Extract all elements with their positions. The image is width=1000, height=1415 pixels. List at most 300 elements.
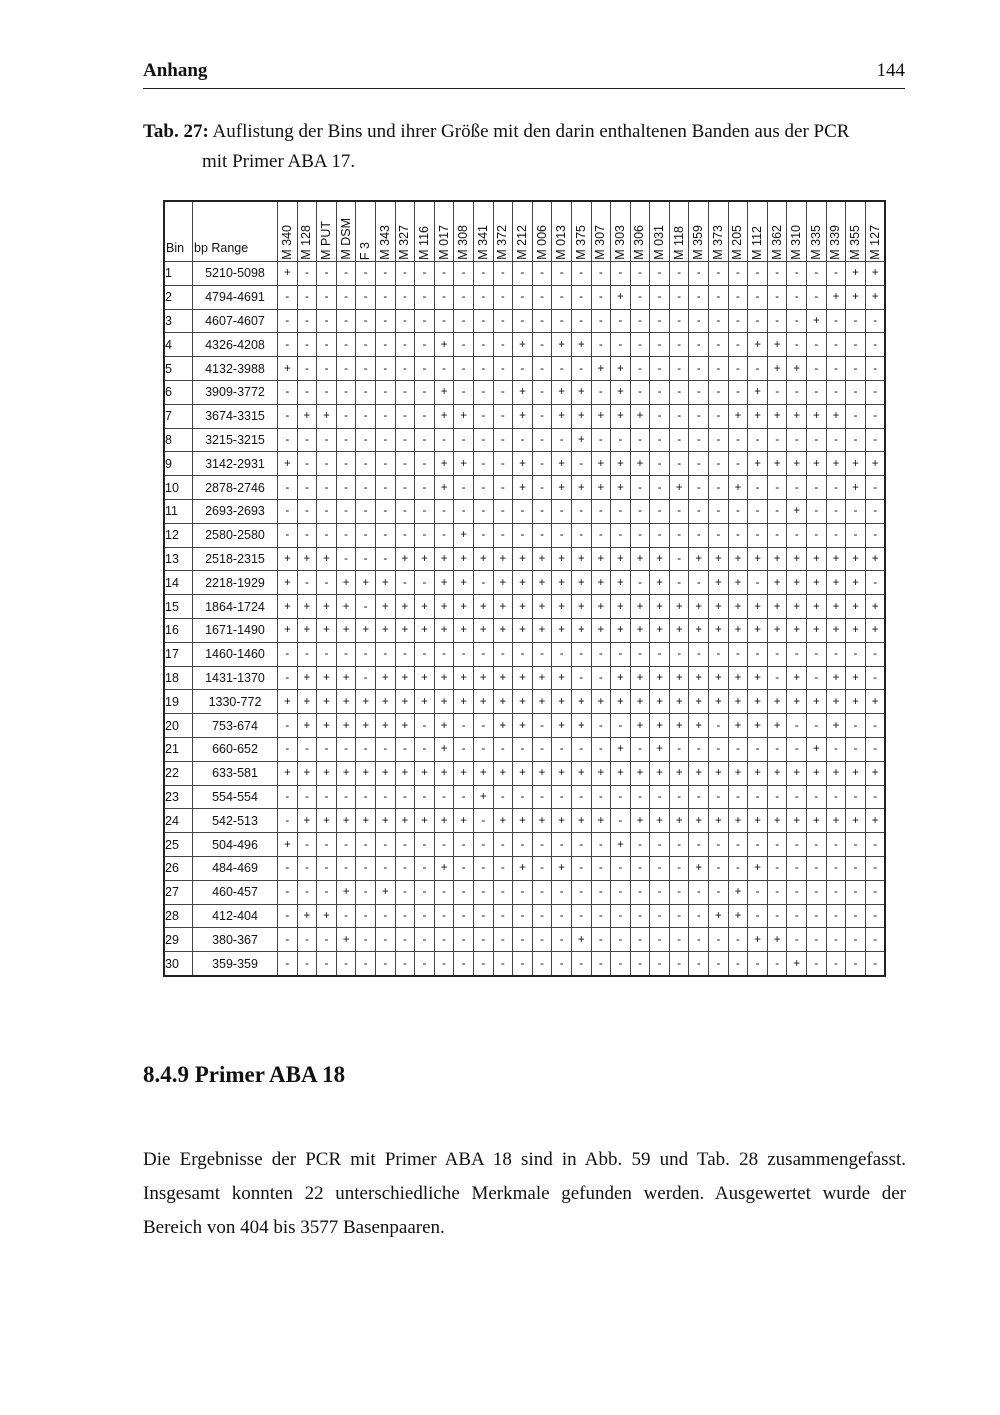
band-cell: - bbox=[493, 904, 513, 928]
bin-number: 14 bbox=[164, 571, 193, 595]
band-cell: - bbox=[473, 952, 493, 976]
band-cell: - bbox=[356, 380, 376, 404]
band-cell: - bbox=[473, 571, 493, 595]
band-cell: + bbox=[611, 761, 631, 785]
band-cell: + bbox=[552, 690, 572, 714]
band-cell: + bbox=[415, 547, 435, 571]
band-cell: - bbox=[709, 309, 729, 333]
table-row bbox=[164, 476, 885, 500]
band-cell: + bbox=[336, 880, 356, 904]
sample-label: M 355 bbox=[848, 225, 863, 260]
band-cell: - bbox=[532, 904, 552, 928]
band-cell: - bbox=[375, 523, 395, 547]
band-cell: - bbox=[493, 333, 513, 357]
band-cell: - bbox=[807, 262, 827, 286]
band-cell: - bbox=[748, 357, 768, 381]
band-cell: - bbox=[591, 904, 611, 928]
band-cell: + bbox=[473, 618, 493, 642]
band-cell: - bbox=[826, 380, 846, 404]
band-cell: - bbox=[395, 499, 415, 523]
band-cell: + bbox=[807, 618, 827, 642]
band-cell: + bbox=[826, 714, 846, 738]
band-cell: - bbox=[336, 523, 356, 547]
band-cell: - bbox=[415, 357, 435, 381]
table-row bbox=[164, 666, 885, 690]
band-cell: + bbox=[395, 761, 415, 785]
band-cell: + bbox=[454, 547, 474, 571]
band-cell: - bbox=[317, 285, 337, 309]
band-cell: - bbox=[395, 880, 415, 904]
band-cell: + bbox=[689, 618, 709, 642]
band-cell: - bbox=[297, 523, 317, 547]
band-cell: - bbox=[454, 737, 474, 761]
band-cell: - bbox=[297, 880, 317, 904]
band-cell: - bbox=[807, 904, 827, 928]
band-cell: - bbox=[709, 285, 729, 309]
band-cell: - bbox=[317, 928, 337, 952]
band-cell: - bbox=[826, 642, 846, 666]
band-cell: - bbox=[336, 952, 356, 976]
band-cell: + bbox=[552, 714, 572, 738]
sample-label: M 343 bbox=[377, 225, 392, 260]
band-cell: + bbox=[669, 690, 689, 714]
band-cell: - bbox=[767, 833, 787, 857]
bin-number: 3 bbox=[164, 309, 193, 333]
band-cell: - bbox=[395, 380, 415, 404]
band-cell: + bbox=[552, 380, 572, 404]
band-cell: + bbox=[591, 595, 611, 619]
band-cell: - bbox=[669, 262, 689, 286]
band-cell: + bbox=[728, 690, 748, 714]
bp-range: 660-652 bbox=[193, 737, 278, 761]
band-cell: - bbox=[356, 262, 376, 286]
sample-label: M 006 bbox=[534, 225, 549, 260]
band-cell: + bbox=[865, 690, 885, 714]
band-cell: + bbox=[454, 690, 474, 714]
band-cell: - bbox=[767, 309, 787, 333]
band-cell: - bbox=[826, 357, 846, 381]
band-cell: + bbox=[513, 809, 533, 833]
bin-number: 27 bbox=[164, 880, 193, 904]
band-cell: - bbox=[611, 333, 631, 357]
band-cell: + bbox=[767, 571, 787, 595]
band-cell: - bbox=[434, 785, 454, 809]
bin-number: 29 bbox=[164, 928, 193, 952]
bp-range: 1431-1370 bbox=[193, 666, 278, 690]
band-cell: + bbox=[513, 333, 533, 357]
band-cell: - bbox=[415, 714, 435, 738]
bp-range: 753-674 bbox=[193, 714, 278, 738]
band-cell: - bbox=[689, 333, 709, 357]
band-cell: - bbox=[787, 380, 807, 404]
band-cell: - bbox=[552, 309, 572, 333]
band-cell: + bbox=[611, 737, 631, 761]
band-cell: - bbox=[415, 428, 435, 452]
table-row bbox=[164, 428, 885, 452]
band-cell: + bbox=[591, 452, 611, 476]
band-cell: + bbox=[317, 618, 337, 642]
bin-number: 25 bbox=[164, 833, 193, 857]
band-cell: - bbox=[689, 880, 709, 904]
band-cell: - bbox=[434, 499, 454, 523]
band-cell: - bbox=[689, 523, 709, 547]
band-cell: + bbox=[846, 547, 866, 571]
band-cell: - bbox=[807, 856, 827, 880]
band-cell: - bbox=[650, 642, 670, 666]
band-cell: + bbox=[787, 595, 807, 619]
band-cell: - bbox=[650, 523, 670, 547]
band-cell: - bbox=[434, 880, 454, 904]
band-cell: - bbox=[846, 499, 866, 523]
band-cell: + bbox=[278, 452, 298, 476]
table-row bbox=[164, 309, 885, 333]
band-cell: + bbox=[611, 690, 631, 714]
band-cell: - bbox=[669, 428, 689, 452]
caption-text-line1: Auflistung der Bins und ihrer Größe mit den darin enthaltenen Banden aus der PCR bbox=[212, 121, 850, 142]
band-cell: - bbox=[767, 285, 787, 309]
band-cell: - bbox=[865, 309, 885, 333]
band-cell: + bbox=[317, 666, 337, 690]
band-cell: + bbox=[748, 809, 768, 833]
band-cell: - bbox=[591, 333, 611, 357]
band-cell: + bbox=[748, 380, 768, 404]
band-cell: + bbox=[709, 571, 729, 595]
band-cell: + bbox=[650, 547, 670, 571]
band-cell: - bbox=[709, 452, 729, 476]
band-cell: - bbox=[297, 499, 317, 523]
table-row bbox=[164, 833, 885, 857]
band-cell: - bbox=[807, 428, 827, 452]
band-cell: - bbox=[297, 737, 317, 761]
table-row bbox=[164, 333, 885, 357]
band-cell: - bbox=[415, 380, 435, 404]
band-cell: - bbox=[336, 904, 356, 928]
band-cell: + bbox=[611, 357, 631, 381]
band-cell: + bbox=[591, 690, 611, 714]
table-row bbox=[164, 380, 885, 404]
band-cell: - bbox=[297, 428, 317, 452]
band-cell: - bbox=[395, 428, 415, 452]
band-cell: - bbox=[591, 856, 611, 880]
band-cell: - bbox=[728, 380, 748, 404]
band-cell: - bbox=[630, 262, 650, 286]
band-cell: - bbox=[611, 928, 631, 952]
band-cell: - bbox=[709, 642, 729, 666]
band-cell: + bbox=[434, 404, 454, 428]
band-cell: + bbox=[767, 928, 787, 952]
band-cell: - bbox=[630, 880, 650, 904]
band-cell: - bbox=[611, 309, 631, 333]
band-cell: + bbox=[356, 714, 376, 738]
band-cell: - bbox=[317, 476, 337, 500]
band-cell: + bbox=[728, 404, 748, 428]
band-cell: - bbox=[356, 357, 376, 381]
band-cell: - bbox=[415, 642, 435, 666]
band-cell: + bbox=[336, 809, 356, 833]
table-row bbox=[164, 785, 885, 809]
bp-range: 3909-3772 bbox=[193, 380, 278, 404]
band-cell: - bbox=[415, 737, 435, 761]
band-cell: - bbox=[434, 523, 454, 547]
band-cell: - bbox=[513, 785, 533, 809]
band-cell: - bbox=[611, 952, 631, 976]
band-cell: - bbox=[513, 928, 533, 952]
band-cell: - bbox=[709, 833, 729, 857]
band-cell: + bbox=[865, 618, 885, 642]
band-cell: + bbox=[395, 666, 415, 690]
band-cell: + bbox=[748, 928, 768, 952]
band-cell: - bbox=[415, 285, 435, 309]
band-cell: - bbox=[297, 785, 317, 809]
bp-range: 380-367 bbox=[193, 928, 278, 952]
band-cell: + bbox=[709, 666, 729, 690]
band-cell: - bbox=[395, 785, 415, 809]
bin-number: 19 bbox=[164, 690, 193, 714]
band-cell: - bbox=[356, 666, 376, 690]
band-cell: - bbox=[473, 380, 493, 404]
band-cell: + bbox=[807, 547, 827, 571]
band-cell: - bbox=[748, 262, 768, 286]
band-cell: + bbox=[375, 618, 395, 642]
band-cell: - bbox=[650, 952, 670, 976]
band-cell: - bbox=[669, 499, 689, 523]
band-cell: + bbox=[317, 714, 337, 738]
band-cell: - bbox=[846, 309, 866, 333]
band-cell: + bbox=[552, 452, 572, 476]
band-cell: - bbox=[278, 714, 298, 738]
band-cell: + bbox=[434, 690, 454, 714]
band-cell: - bbox=[865, 642, 885, 666]
band-cell: - bbox=[807, 357, 827, 381]
band-cell: - bbox=[611, 714, 631, 738]
sample-column-header bbox=[513, 201, 533, 262]
band-cell: - bbox=[669, 880, 689, 904]
band-cell: - bbox=[630, 571, 650, 595]
band-cell: - bbox=[571, 904, 591, 928]
bp-range: 2518-2315 bbox=[193, 547, 278, 571]
band-cell: - bbox=[375, 452, 395, 476]
band-cell: - bbox=[532, 262, 552, 286]
band-cell: + bbox=[748, 333, 768, 357]
band-cell: + bbox=[336, 666, 356, 690]
table-row bbox=[164, 809, 885, 833]
sample-label: M 327 bbox=[397, 225, 412, 260]
band-cell: - bbox=[767, 856, 787, 880]
band-cell: + bbox=[454, 595, 474, 619]
band-cell: + bbox=[375, 690, 395, 714]
sample-column-header bbox=[415, 201, 435, 262]
band-cell: + bbox=[767, 333, 787, 357]
band-cell: - bbox=[415, 928, 435, 952]
band-cell: + bbox=[278, 571, 298, 595]
band-cell: - bbox=[473, 285, 493, 309]
band-cell: - bbox=[415, 404, 435, 428]
band-cell: - bbox=[278, 666, 298, 690]
band-cell: + bbox=[709, 547, 729, 571]
band-cell: - bbox=[787, 285, 807, 309]
band-cell: - bbox=[611, 856, 631, 880]
sample-label: M 013 bbox=[554, 225, 569, 260]
band-cell: + bbox=[571, 404, 591, 428]
band-cell: + bbox=[767, 357, 787, 381]
sample-column-header bbox=[689, 201, 709, 262]
bin-number: 18 bbox=[164, 666, 193, 690]
band-cell: - bbox=[454, 499, 474, 523]
band-cell: + bbox=[552, 666, 572, 690]
band-cell: - bbox=[748, 571, 768, 595]
band-cell: + bbox=[297, 595, 317, 619]
bp-range: 3215-3215 bbox=[193, 428, 278, 452]
band-cell: - bbox=[395, 404, 415, 428]
band-cell: - bbox=[454, 904, 474, 928]
band-cell: - bbox=[669, 380, 689, 404]
band-cell: + bbox=[728, 476, 748, 500]
band-cell: + bbox=[787, 452, 807, 476]
band-cell: - bbox=[375, 904, 395, 928]
band-cell: + bbox=[748, 761, 768, 785]
band-cell: + bbox=[375, 571, 395, 595]
band-cell: + bbox=[767, 452, 787, 476]
band-cell: - bbox=[787, 262, 807, 286]
band-cell: - bbox=[728, 333, 748, 357]
band-cell: - bbox=[787, 785, 807, 809]
band-cell: + bbox=[532, 666, 552, 690]
band-cell: - bbox=[493, 309, 513, 333]
band-cell: - bbox=[375, 952, 395, 976]
band-cell: - bbox=[787, 833, 807, 857]
band-cell: + bbox=[826, 404, 846, 428]
band-cell: + bbox=[493, 618, 513, 642]
band-cell: + bbox=[709, 904, 729, 928]
table-row bbox=[164, 595, 885, 619]
band-cell: - bbox=[375, 285, 395, 309]
band-cell: - bbox=[336, 833, 356, 857]
band-cell: - bbox=[807, 333, 827, 357]
band-cell: - bbox=[532, 952, 552, 976]
band-cell: - bbox=[846, 904, 866, 928]
band-cell: + bbox=[846, 285, 866, 309]
band-cell: - bbox=[571, 880, 591, 904]
band-cell: + bbox=[356, 690, 376, 714]
body-paragraph: Die Ergebnisse der PCR mit Primer ABA 18 sind in Abb. 59 und Tab. 28 zusammengefasst. Insgesamt konnten 22 unterschiedliche Merkmale gefunden werden. Ausgewertet wurde der Bereich von 404 bis 3577 Basenpaaren. bbox=[143, 1149, 906, 1238]
band-cell: - bbox=[375, 262, 395, 286]
band-cell: + bbox=[415, 595, 435, 619]
band-cell: + bbox=[434, 380, 454, 404]
band-cell: - bbox=[454, 785, 474, 809]
band-cell: + bbox=[650, 761, 670, 785]
band-cell: - bbox=[473, 880, 493, 904]
band-cell: - bbox=[650, 499, 670, 523]
band-cell: - bbox=[356, 642, 376, 666]
band-cell: - bbox=[846, 404, 866, 428]
band-cell: - bbox=[709, 523, 729, 547]
band-cell: - bbox=[689, 476, 709, 500]
table-header-row bbox=[164, 201, 885, 262]
band-cell: + bbox=[571, 333, 591, 357]
page-header bbox=[143, 58, 905, 89]
band-cell: - bbox=[571, 262, 591, 286]
band-cell: - bbox=[787, 309, 807, 333]
band-cell: + bbox=[611, 476, 631, 500]
band-cell: - bbox=[571, 285, 591, 309]
band-cell: + bbox=[689, 547, 709, 571]
band-cell: - bbox=[807, 666, 827, 690]
sample-label: M 373 bbox=[710, 225, 725, 260]
band-cell: - bbox=[415, 833, 435, 857]
band-cell: - bbox=[807, 928, 827, 952]
band-cell: - bbox=[865, 737, 885, 761]
band-cell: + bbox=[552, 618, 572, 642]
band-cell: - bbox=[415, 309, 435, 333]
band-cell: - bbox=[571, 309, 591, 333]
band-cell: - bbox=[630, 856, 650, 880]
band-cell: + bbox=[356, 809, 376, 833]
bp-range: 2580-2580 bbox=[193, 523, 278, 547]
band-cell: + bbox=[415, 690, 435, 714]
band-cell: + bbox=[787, 690, 807, 714]
band-cell: + bbox=[846, 618, 866, 642]
table-row bbox=[164, 690, 885, 714]
band-cell: + bbox=[591, 761, 611, 785]
band-cell: - bbox=[611, 262, 631, 286]
band-cell: - bbox=[571, 523, 591, 547]
band-cell: - bbox=[356, 452, 376, 476]
band-cell: - bbox=[552, 428, 572, 452]
band-cell: - bbox=[415, 856, 435, 880]
band-cell: - bbox=[728, 642, 748, 666]
band-cell: + bbox=[846, 476, 866, 500]
band-cell: - bbox=[571, 856, 591, 880]
band-cell: + bbox=[787, 618, 807, 642]
band-cell: + bbox=[532, 690, 552, 714]
bin-number: 26 bbox=[164, 856, 193, 880]
band-cell: + bbox=[434, 737, 454, 761]
bp-range: 4607-4607 bbox=[193, 309, 278, 333]
band-cell: + bbox=[846, 595, 866, 619]
band-cell: + bbox=[434, 618, 454, 642]
band-cell: + bbox=[513, 547, 533, 571]
band-cell: - bbox=[807, 523, 827, 547]
band-cell: + bbox=[709, 690, 729, 714]
band-cell: - bbox=[826, 928, 846, 952]
band-cell: - bbox=[336, 452, 356, 476]
band-cell: - bbox=[473, 499, 493, 523]
band-cell: - bbox=[669, 404, 689, 428]
band-cell: - bbox=[767, 476, 787, 500]
band-cell: - bbox=[846, 523, 866, 547]
band-cell: + bbox=[473, 690, 493, 714]
band-cell: - bbox=[395, 285, 415, 309]
band-cell: - bbox=[650, 357, 670, 381]
band-cell: - bbox=[709, 714, 729, 738]
band-cell: - bbox=[767, 666, 787, 690]
band-cell: - bbox=[787, 904, 807, 928]
band-cell: - bbox=[571, 833, 591, 857]
band-cell: - bbox=[532, 357, 552, 381]
band-cell: - bbox=[532, 404, 552, 428]
band-cell: - bbox=[787, 928, 807, 952]
band-cell: - bbox=[493, 928, 513, 952]
band-cell: + bbox=[748, 404, 768, 428]
band-cell: + bbox=[865, 285, 885, 309]
band-cell: + bbox=[395, 618, 415, 642]
band-cell: + bbox=[650, 737, 670, 761]
band-cell: - bbox=[513, 952, 533, 976]
band-cell: - bbox=[336, 285, 356, 309]
band-cell: - bbox=[454, 333, 474, 357]
band-cell: + bbox=[611, 285, 631, 309]
band-cell: - bbox=[552, 285, 572, 309]
